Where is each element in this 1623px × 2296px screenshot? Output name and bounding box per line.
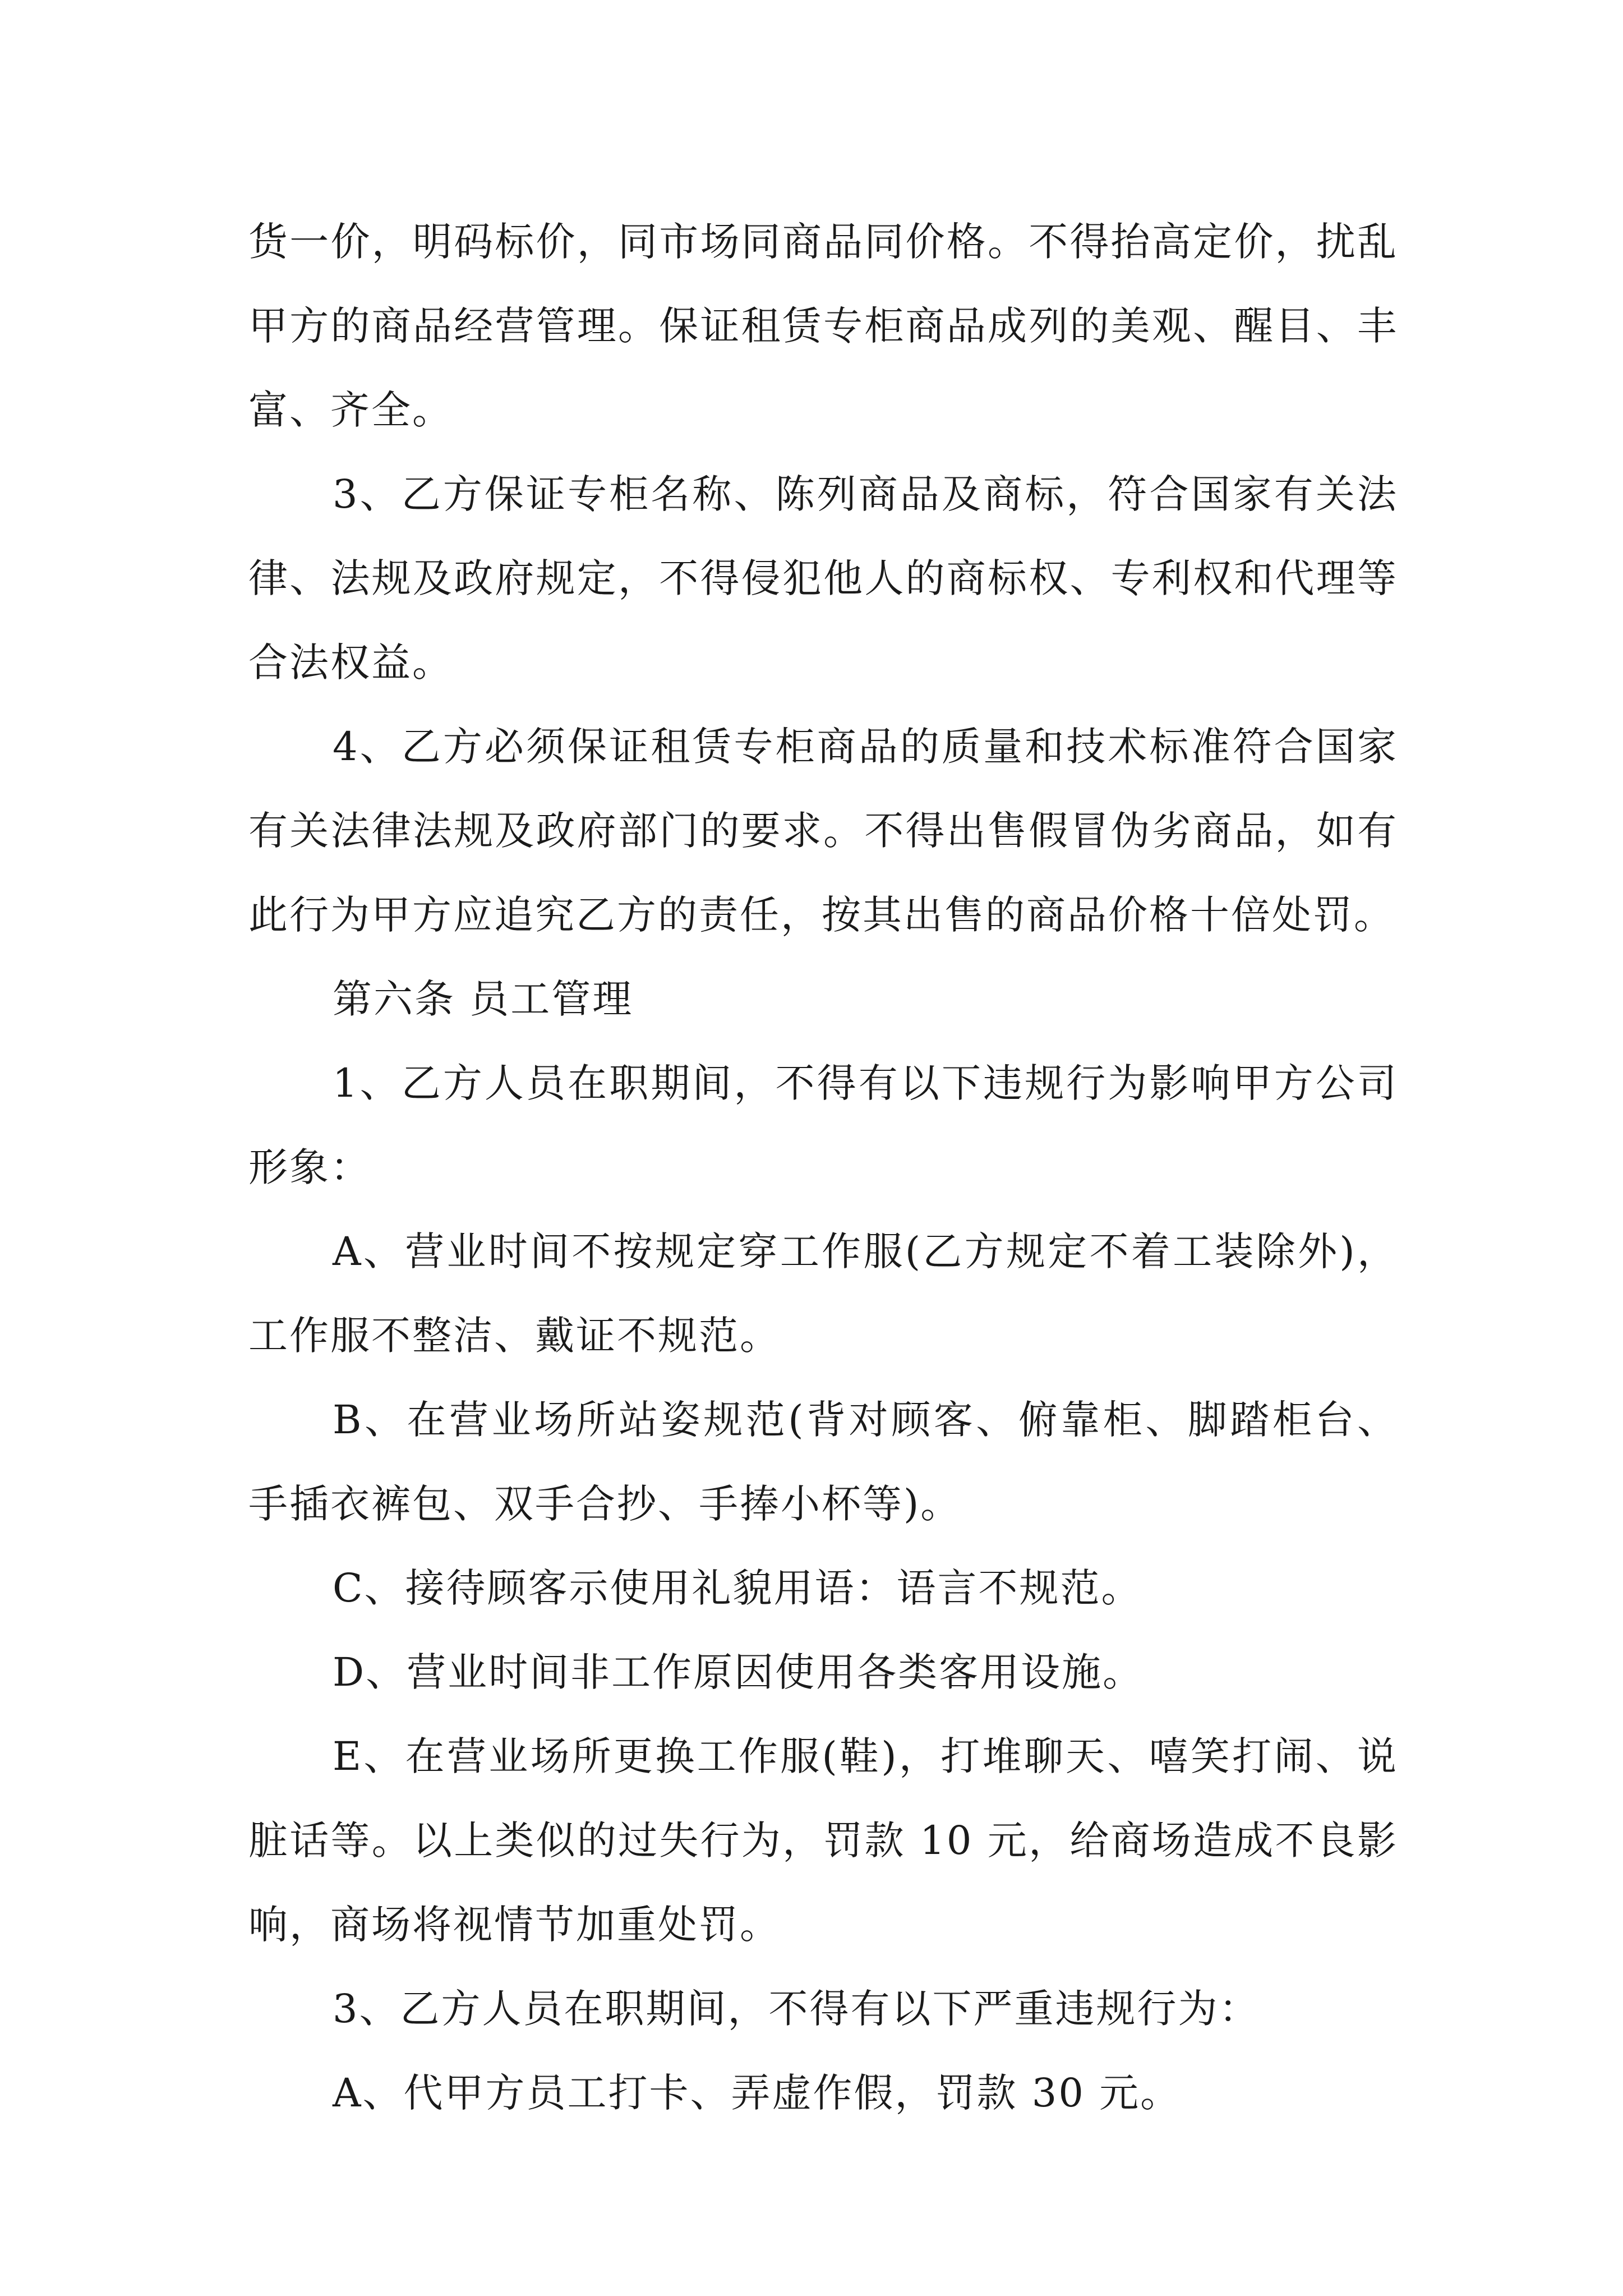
paragraph-item-b-posture: B、在营业场所站姿规范(背对顾客、俯靠柜、脚踏柜台、手插衣裤包、双手合抄、手捧小杯等)。 — [248, 1397, 1398, 1527]
paragraph-item-c-language: C、接待顾客示使用礼貌用语：语言不规范。 — [333, 1565, 1142, 1611]
paragraph-item-d-facilities: D、营业时间非工作原因使用各类客用设施。 — [333, 1649, 1144, 1695]
paragraph-item-a-uniform: A、营业时间不按规定穿工作服(乙方规定不着工装除外)，工作服不整洁、戴证不规范。 — [248, 1228, 1398, 1359]
paragraph-item-3-serious-violations: 3、乙方人员在职期间，不得有以下严重违规行为： — [333, 1986, 1260, 2032]
paragraph-item-a-clock-in: A、代甲方员工打卡、弄虚作假，罚款 30 元。 — [333, 2070, 1182, 2116]
paragraph-item-3-trademark: 3、乙方保证专柜名称、陈列商品及商标，符合国家有关法律、法规及政府规定，不得侵犯他人的商标权、专利权和代理等合法权益。 — [248, 471, 1398, 685]
section-heading-article-6: 第六条 员工管理 — [333, 976, 634, 1022]
paragraph-continuation: 货一价，明码标价，同市场同商品同价格。不得抬高定价，扰乱甲方的商品经营管理。保证租赁专柜商品成列的美观、醒目、丰富、齐全。 — [248, 219, 1398, 433]
paragraph-item-1-violations: 1、乙方人员在职期间，不得有以下违规行为影响甲方公司形象： — [248, 1060, 1398, 1190]
paragraph-item-e-conduct: E、在营业场所更换工作服(鞋)，打堆聊天、嘻笑打闹、说脏话等。以上类似的过失行为，罚款 10 元，给商场造成不良影响，商场将视情节加重处罚。 — [248, 1733, 1398, 1948]
paragraph-item-4-quality: 4、乙方必须保证租赁专柜商品的质量和技术标准符合国家有关法律法规及政府部门的要求。不得出售假冒伪劣商品，如有此行为甲方应追究乙方的责任，按其出售的商品价格十倍处罚。 — [248, 724, 1398, 938]
document-body — [248, 200, 1398, 2135]
